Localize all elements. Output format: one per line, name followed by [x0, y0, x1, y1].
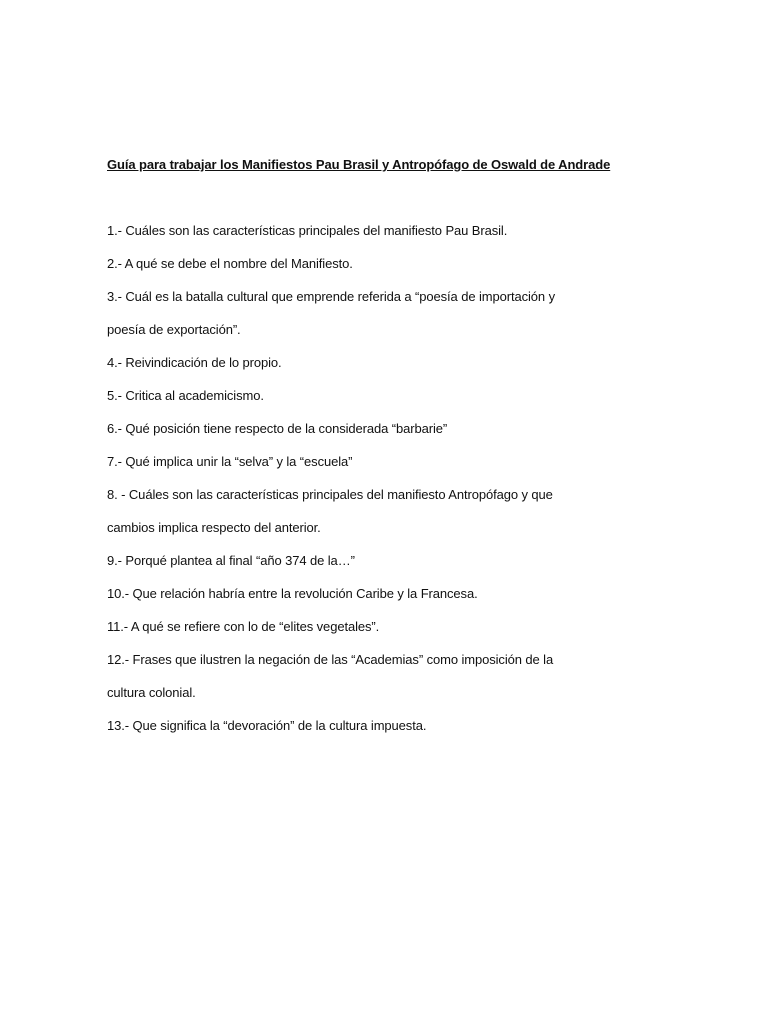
question-line-4: 4.- Reivindicación de lo propio. — [107, 355, 282, 370]
document-title: Guía para trabajar los Manifiestos Pau Brasil y Antropófago de Oswald de Andrade — [107, 157, 611, 172]
question-line-11: 11.- A qué se refiere con lo de “elites vegetales”. — [107, 619, 380, 634]
question-line-3-continued: poesía de exportación”. — [107, 322, 241, 337]
question-line-12: 12.- Frases que ilustren la negación de las “Academias” como imposición de la — [107, 652, 554, 667]
question-line-8-continued: cambios implica respecto del anterior. — [107, 520, 321, 535]
question-line-2: 2.- A qué se debe el nombre del Manifiesto. — [107, 256, 353, 271]
question-line-8: 8. - Cuáles son las características principales del manifiesto Antropófago y que — [107, 487, 553, 502]
question-line-3: 3.- Cuál es la batalla cultural que emprende referida a “poesía de importación y — [107, 289, 555, 304]
question-line-9: 9.- Porqué plantea al final “año 374 de la…” — [107, 553, 355, 568]
question-line-5: 5.- Critica al academicismo. — [107, 388, 264, 403]
question-line-6: 6.- Qué posición tiene respecto de la considerada “barbarie” — [107, 421, 448, 436]
question-line-12-continued: cultura colonial. — [107, 685, 196, 700]
question-line-7: 7.- Qué implica unir la “selva” y la “escuela” — [107, 454, 353, 469]
question-line-10: 10.- Que relación habría entre la revolución Caribe y la Francesa. — [107, 586, 478, 601]
question-line-13: 13.- Que significa la “devoración” de la cultura impuesta. — [107, 718, 427, 733]
question-list — [107, 222, 587, 750]
question-line-1: 1.- Cuáles son las características principales del manifiesto Pau Brasil. — [107, 223, 508, 238]
